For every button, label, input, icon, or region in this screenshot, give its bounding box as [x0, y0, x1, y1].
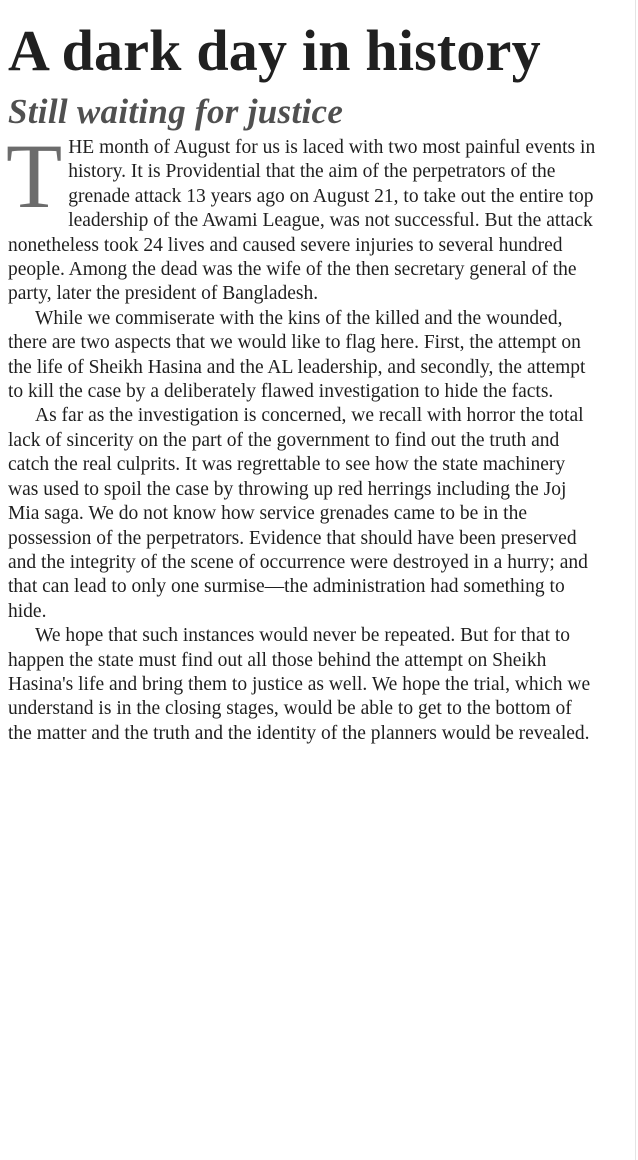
subheadline: Still waiting for justice	[8, 92, 344, 131]
paragraph-1-text: HE month of August for us is laced with two most painful events in history. It is Providential that the aim of the perpetrators of the grenade attack 13 years ago on August 21, to take out the entire top leadership of the Awami League, was not successful. But the attack nonetheless took 24 lives and caused severe injuries to several hundred people. Among the dead was the wife of the then secretary general of the party, later the president of Bangladesh.	[8, 137, 596, 305]
article-body	[6, 125, 598, 746]
editorial-article	[8, 0, 598, 746]
drop-cap: T	[6, 125, 63, 227]
paragraph-2: While we commiserate with the kins of the killed and the wounded, there are two aspects that we would like to flag here. First, the attempt on the life of Sheikh Hasina and the AL leadership, and secondly, the attempt to kill the case by a deliberately flawed investigation to hide the facts.	[8, 307, 586, 403]
paragraph-3: As far as the investigation is concerned, we recall with horror the total lack of sincerity on the part of the government to find out the truth and catch the real culprits. It was regrettable to see how the state machinery was used to spoil the case by throwing up red herrings including the Joj Mia saga. We do not know how service grenades came to be in the possession of the perpetrators. Evidence that should have been preserved and the integrity of the scene of occurrence were destroyed in a hurry; and that can lead to only one surmise—the administration had something to hide.	[8, 405, 588, 622]
paragraph-4: We hope that such instances would never be repeated. But for that to happen the state must find out all those behind the attempt on Sheikh Hasina's life and bring them to justice as well. We hope the trial, which we understand is in the closing stages, would be able to get to the bottom of the matter and the truth and the identity of the planners would be revealed.	[8, 625, 591, 744]
headline: A dark day in history	[8, 18, 541, 83]
column-rule	[635, 0, 636, 1160]
paragraph-1	[6, 125, 598, 307]
